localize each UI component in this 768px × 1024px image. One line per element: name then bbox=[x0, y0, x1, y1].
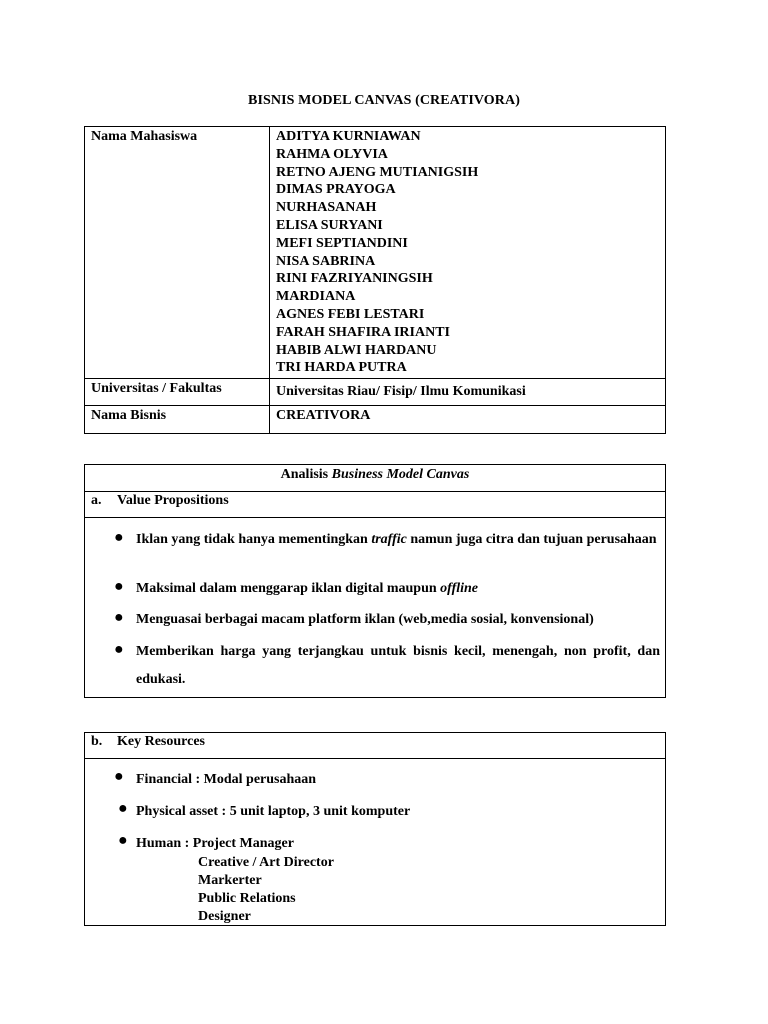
resource-financial bbox=[114, 768, 317, 789]
student-name: MARDIANA bbox=[276, 289, 356, 305]
section-letter: a. bbox=[91, 493, 102, 508]
students-list bbox=[270, 127, 666, 379]
resource-text: Financial : Modal perusahaan bbox=[136, 772, 317, 787]
human-role: Creative / Art Director bbox=[198, 855, 334, 870]
value-proposition-item bbox=[114, 529, 660, 550]
human-role: Markerter bbox=[198, 873, 262, 888]
human-role: Designer bbox=[198, 909, 251, 924]
business-row bbox=[85, 406, 666, 434]
analysis-title-emphasis: Business Model Canvas bbox=[331, 467, 470, 482]
resource-text: Physical asset : 5 unit laptop, 3 unit komputer bbox=[136, 804, 411, 819]
university-value: Universitas Riau/ Fisip/ Ilmu Komunikasi bbox=[270, 379, 666, 406]
student-name: NISA SABRINA bbox=[276, 253, 376, 269]
university-label: Universitas / Fakultas bbox=[85, 379, 270, 406]
resource-human bbox=[118, 832, 294, 853]
analysis-title-prefix: Analisis bbox=[280, 467, 332, 482]
item-text-after: namun juga citra dan tujuan perusahaan bbox=[406, 532, 657, 547]
business-value: CREATIVORA bbox=[270, 406, 666, 434]
student-name: NURHASANAH bbox=[276, 200, 377, 216]
document-title: BISNIS MODEL CANVAS (CREATIVORA) bbox=[248, 93, 520, 108]
student-name: AGNES FEBI LESTARI bbox=[276, 306, 425, 322]
section-letter: b. bbox=[91, 734, 103, 749]
item-text: Menguasai berbagai macam platform iklan (web,media sosial, konvensional) bbox=[136, 612, 594, 627]
section-heading-text: Value Propositions bbox=[117, 493, 229, 508]
bullet-dot-icon: ● bbox=[114, 609, 124, 626]
student-name: MEFI SEPTIANDINI bbox=[276, 235, 408, 251]
bullet-dot-icon: ● bbox=[114, 578, 124, 595]
resource-physical bbox=[118, 800, 411, 821]
value-proposition-item bbox=[114, 609, 660, 630]
student-name: FARAH SHAFIRA IRIANTI bbox=[276, 324, 450, 340]
item-text: Memberikan harga yang terjangkau untuk bisnis kecil, menengah, non profit, dan edukasi. bbox=[136, 644, 660, 687]
value-proposition-item bbox=[114, 578, 660, 599]
student-name: ADITYA KURNIAWAN bbox=[276, 129, 421, 144]
value-propositions-box bbox=[84, 464, 666, 698]
item-text: Iklan yang tidak hanya mementingkan bbox=[136, 532, 372, 547]
student-name: RINI FAZRIYANINGSIH bbox=[276, 271, 433, 287]
key-resources-heading bbox=[85, 733, 665, 759]
bullet-dot-icon: ● bbox=[114, 768, 124, 785]
student-name: ELISA SURYANI bbox=[276, 217, 383, 233]
resource-text: Human : Project Manager bbox=[136, 836, 294, 851]
student-name: DIMAS PRAYOGA bbox=[276, 182, 396, 198]
bullet-dot-icon: ● bbox=[114, 529, 124, 546]
value-proposition-item bbox=[114, 638, 660, 694]
university-row bbox=[85, 379, 666, 406]
item-emphasis: offline bbox=[440, 581, 479, 596]
student-name: RETNO AJENG MUTIANIGSIH bbox=[276, 164, 479, 180]
student-name: HABIB ALWI HARDANU bbox=[276, 342, 437, 358]
business-label: Nama Bisnis bbox=[85, 406, 270, 434]
key-resources-box bbox=[84, 732, 666, 926]
bullet-dot-icon: ● bbox=[118, 832, 128, 849]
identity-table bbox=[84, 126, 666, 434]
student-name: RAHMA OLYVIA bbox=[276, 146, 388, 162]
bullet-dot-icon: ● bbox=[118, 800, 128, 817]
item-emphasis: traffic bbox=[371, 532, 407, 547]
item-text: Maksimal dalam menggarap iklan digital maupun bbox=[136, 581, 441, 596]
student-name: TRI HARDA PUTRA bbox=[276, 360, 407, 376]
students-label: Nama Mahasiswa bbox=[85, 127, 270, 379]
section-heading-text: Key Resources bbox=[117, 734, 205, 749]
bullet-dot-icon: ● bbox=[114, 641, 124, 658]
value-propositions-heading bbox=[85, 492, 665, 518]
human-role: Public Relations bbox=[198, 891, 296, 906]
students-row bbox=[85, 127, 666, 379]
analysis-title bbox=[85, 465, 665, 492]
